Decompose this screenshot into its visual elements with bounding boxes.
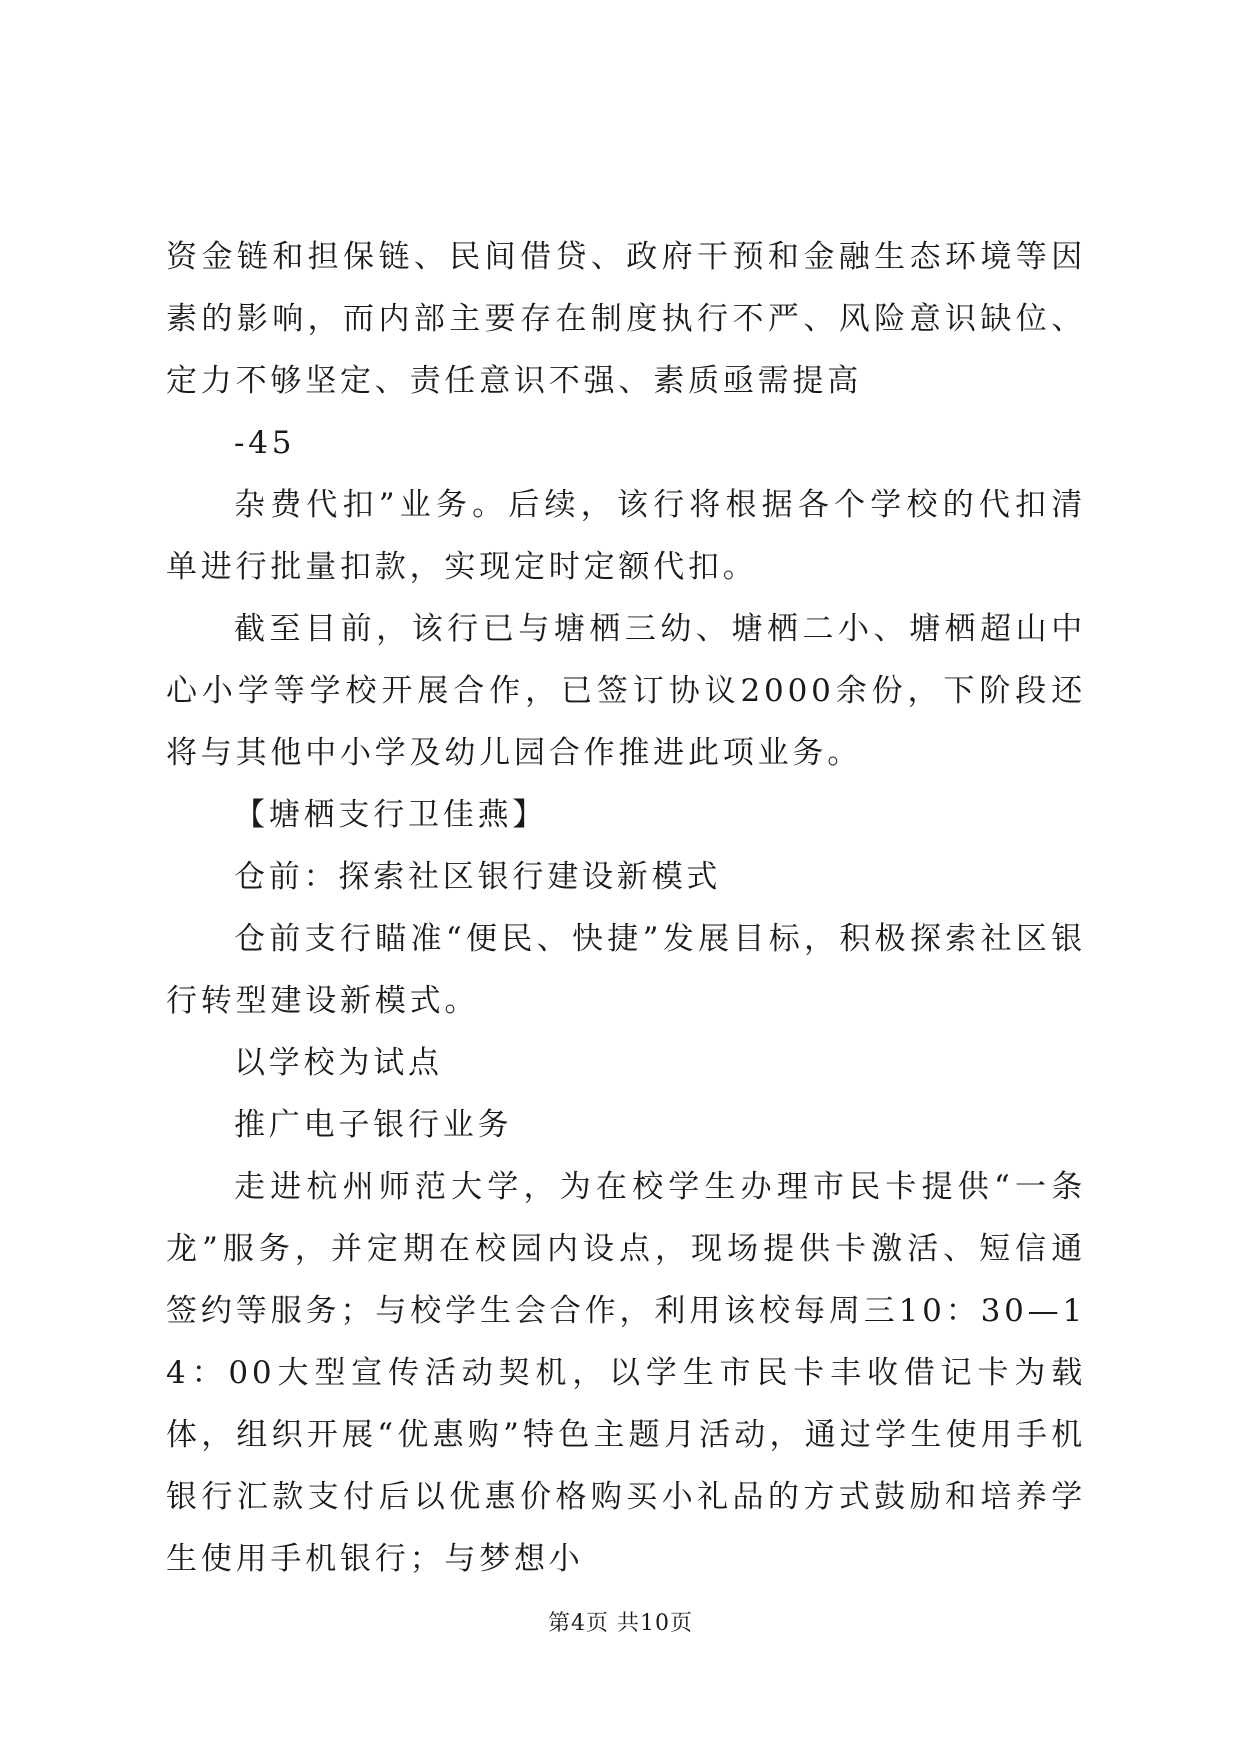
subheading-ebanking: 推广电子银行业务 xyxy=(234,1107,513,1143)
paragraph-fee-deduction: 杂费代扣”业务。后续，该行将根据各个学校的代扣清单进行批量扣款，实现定时定额代扣。 xyxy=(166,487,1086,585)
paragraph-author-credit: 【塘栖支行卫佳燕】 xyxy=(234,797,548,833)
page-number-footer: 第4页 共10页 xyxy=(548,1611,693,1636)
document-body xyxy=(166,226,1086,1590)
subheading-pilot: 以学校为试点 xyxy=(234,1045,443,1081)
section-heading: 仓前：探索社区银行建设新模式 xyxy=(234,859,722,895)
paragraph-intro: 仓前支行瞄准“便民、快捷”发展目标，积极探索社区银行转型建设新模式。 xyxy=(166,921,1086,1019)
paragraph-university: 走进杭州师范大学，为在校学生办理市民卡提供“一条龙”服务，并定期在校园内设点，现场提供卡激活、短信通签约等服务；与校学生会合作，利用该校每周三10：30—14：00大型宣传活动契机，以学生市民卡丰收借记卡为载体，组织开展“优惠购”特色主题月活动，通过学生使用手机银行汇款支付后以优惠价格购买小礼品的方式鼓励和培养学生使用手机银行；与梦想小 xyxy=(166,1169,1086,1577)
paragraph-number-fragment: -45 xyxy=(234,425,296,461)
paragraph-cooperation: 截至目前，该行已与塘栖三幼、塘栖二小、塘栖超山中心小学等学校开展合作，已签订协议2000余份，下阶段还将与其他中小学及幼儿园合作推进此项业务。 xyxy=(166,611,1086,771)
paragraph-continuation: 资金链和担保链、民间借贷、政府干预和金融生态环境等因素的影响，而内部主要存在制度执行不严、风险意识缺位、定力不够坚定、责任意识不强、素质亟需提高 xyxy=(166,239,1086,399)
